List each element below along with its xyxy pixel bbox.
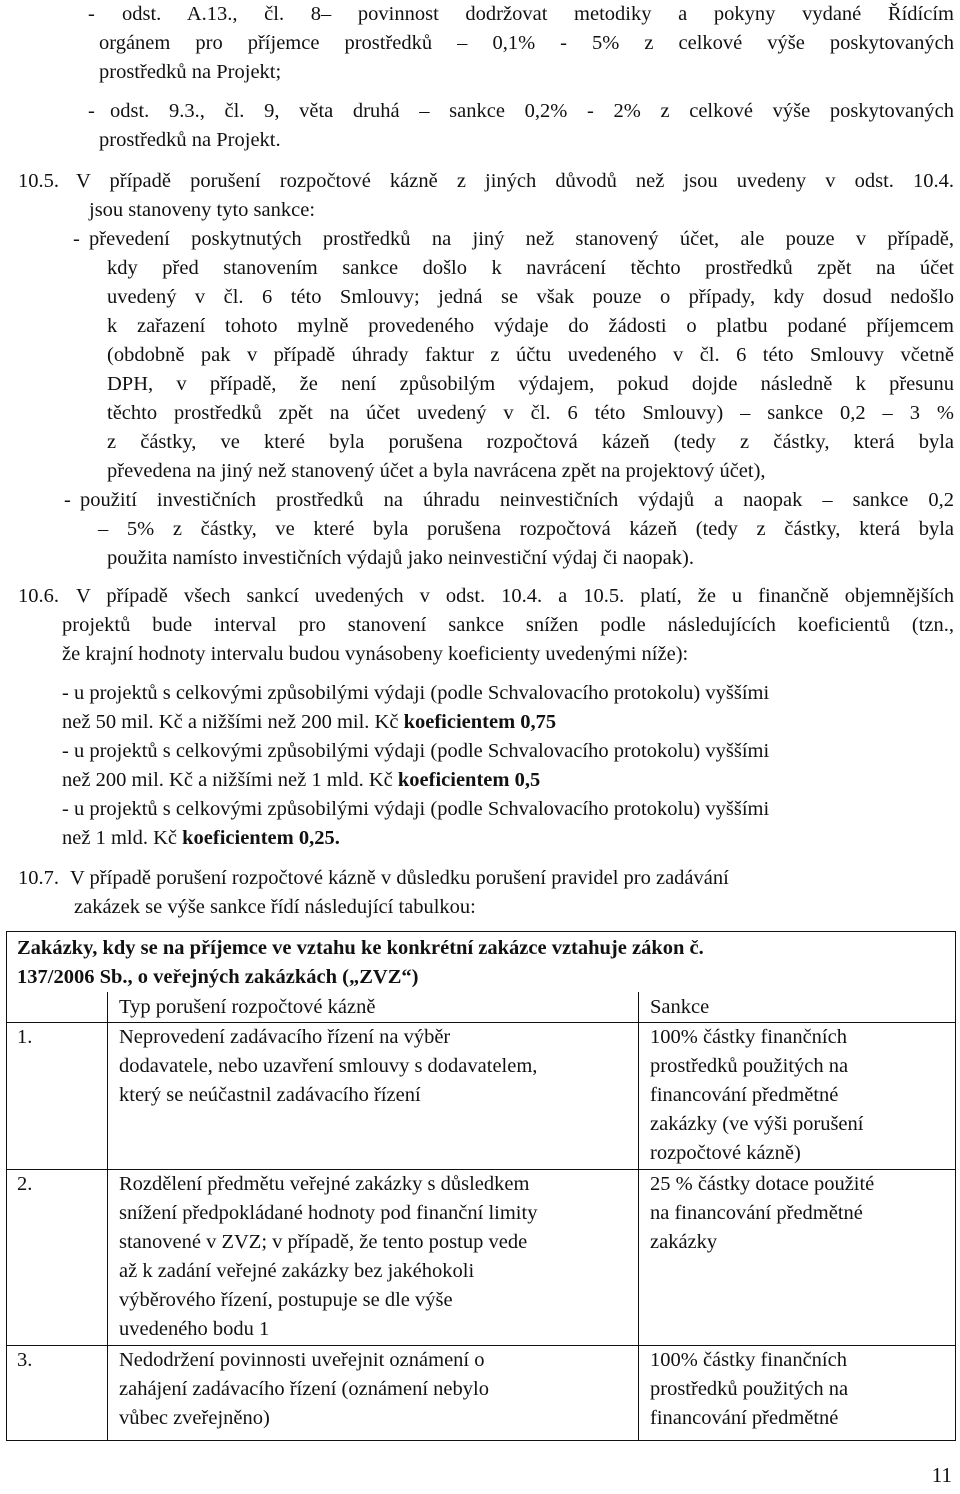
row-3-number: 3.	[17, 1349, 33, 1371]
table-heading	[7, 932, 955, 992]
paragraph-10-5-number: 10.5.	[18, 170, 59, 192]
row-2-desc-line-4: až k zadání veřejné zakázky bez jakéhokoli	[119, 1260, 475, 1282]
paragraph-10-6-number: 10.6.	[18, 585, 59, 607]
table-row	[7, 1345, 955, 1440]
sanction-item-2	[64, 486, 954, 573]
sanction-item-1-line-7: těchto prostředků zpět na účet uvedený v čl. 6 této Smlouvy) – sankce 0,2 – 3 %	[107, 402, 954, 424]
intro-item-2-dash: -	[88, 100, 95, 122]
paragraph-10-7-number: 10.7.	[18, 867, 59, 889]
row-2-sankce	[650, 1170, 950, 1257]
page-number: 11	[931, 1463, 952, 1487]
row-1-desc-line-3: který se neúčastnil zadávacího řízení	[119, 1084, 421, 1106]
coefficient-item-2-value: koeficientem 0,5	[397, 769, 541, 791]
paragraph-10-7-second-line: zakázek se výše sankce řídí následující tabulkou:	[74, 896, 476, 918]
intro-item-1-line-2: orgánem pro příjemce prostředků – 0,1% - 5% z celkové výše poskytovaných	[99, 32, 954, 54]
intro-item-1-line-1: odst. A.13., čl. 8– povinnost dodržovat metodiky a pokyny vydané Řídícím	[122, 3, 954, 25]
sanction-item-1-line-8: z částky, ve které byla porušena rozpočtová kázeň (tedy z částky, která byla	[107, 431, 954, 453]
row-1-number: 1.	[17, 1026, 33, 1048]
intro-item-2-line-2: prostředků na Projekt.	[99, 129, 281, 151]
row-1-sankce-line-1: 100% částky finančních	[650, 1026, 847, 1048]
sanction-item-1-line-1: převedení poskytnutých prostředků na jiný než stanovený účet, ale pouze v případě,	[89, 228, 954, 250]
row-2-sankce-line-1: 25 % částky dotace použité	[650, 1173, 875, 1195]
row-3-sankce-line-1: 100% částky finančních	[650, 1349, 847, 1371]
row-3-desc-line-1: Nedodržení povinnosti uveřejnit oznámení o	[119, 1349, 485, 1371]
intro-item-1-line-3: prostředků na Projekt;	[99, 61, 282, 83]
sanction-item-2-line-3: použita namísto investičních výdajů jako neinvestiční výdaj či naopak).	[107, 547, 694, 569]
sanction-item-1-dash: -	[73, 228, 80, 250]
sanction-item-1-line-9: převedena na jiný než stanovený účet a byla navrácena zpět na projektový účet),	[107, 460, 766, 482]
paragraph-10-5-first-line: V případě porušení rozpočtové kázně z jiných důvodů než jsou uvedeny v odst. 10.4.	[76, 170, 954, 192]
coefficient-item-1-value: koeficientem 0,75	[403, 711, 557, 733]
table-heading-line-2: 137/2006 Sb., o veřejných zakázkách („ZVZ“)	[17, 966, 419, 988]
sanction-item-1-line-6: DPH, v případě, že není způsobilým výdajem, pokud dojde následně k přesunu	[107, 373, 954, 395]
row-1-desc-line-1: Neprovedení zadávacího řízení na výběr	[119, 1026, 451, 1048]
coefficient-item-2-line-2	[62, 766, 954, 795]
table-heading-line-1: Zakázky, kdy se na příjemce ve vztahu ke konkrétní zakázce vztahuje zákon č.	[17, 937, 704, 959]
table-row	[7, 1022, 955, 1169]
sanction-item-2-dash: -	[64, 489, 71, 511]
sanction-item-1	[73, 225, 954, 486]
paragraph-10-6-line-2: projektů bude interval pro stanovení sankce snížen podle následujících koeficientů (tzn.,	[62, 614, 954, 636]
coefficient-list	[62, 679, 954, 853]
row-2-desc-line-5: výběrového řízení, postupuje se dle výše	[119, 1289, 453, 1311]
row-3-sankce-line-3: financování předmětné	[650, 1407, 839, 1429]
sanction-item-2-line-2: – 5% z částky, ve které byla porušena rozpočtová kázeň (tedy z částky, která byla	[98, 518, 954, 540]
sanction-table	[6, 931, 956, 1441]
row-3-description	[119, 1346, 639, 1433]
paragraph-10-6	[18, 582, 954, 669]
row-1-sankce-line-5: rozpočtové kázně)	[650, 1142, 801, 1164]
coefficient-item-1-line-2	[62, 708, 954, 737]
row-2-sankce-line-3: zakázky	[650, 1231, 718, 1253]
coefficient-item-3-value: koeficientem 0,25.	[182, 827, 340, 849]
paragraph-10-7-first-line: V případě porušení rozpočtové kázně v důsledku porušení pravidel pro zadávání	[70, 867, 729, 889]
coefficient-item-3-text: než 1 mld. Kč	[62, 827, 183, 849]
row-1-sankce-line-2: prostředků použitých na	[650, 1055, 849, 1077]
paragraph-10-5-second-line: jsou stanoveny tyto sankce:	[89, 199, 316, 221]
row-1-sankce-line-4: zakázky (ve výši porušení	[650, 1113, 864, 1135]
coefficient-item-3-line-2	[62, 824, 954, 853]
row-2-desc-line-2: snížení předpokládané hodnoty pod finanční limity	[119, 1202, 538, 1224]
row-2-description	[119, 1170, 639, 1344]
coefficient-item-2-line-1: - u projektů s celkovými způsobilými výdaji (podle Schvalovacího protokolu) vyššími	[62, 740, 770, 762]
row-2-number: 2.	[17, 1173, 33, 1195]
row-3-desc-line-3: vůbec zveřejněno)	[119, 1407, 270, 1429]
coefficient-item-3	[62, 795, 954, 853]
intro-item-1-dash: -	[88, 3, 95, 25]
intro-item-1	[88, 0, 954, 87]
paragraph-10-6-line-3: že krajní hodnoty intervalu budou vynásobeny koeficienty uvedenými níže):	[62, 643, 689, 665]
sanction-item-1-line-3: uvedený v čl. 6 této Smlouvy; jedná se však pouze o případy, kdy dosud nedošlo	[107, 286, 954, 308]
row-3-sankce	[650, 1346, 950, 1433]
paragraph-10-7	[18, 864, 954, 922]
table-row	[7, 1169, 955, 1345]
row-1-description	[119, 1023, 639, 1110]
sanction-item-1-line-4: k zařazení tohoto mylně provedeného výdaje do žádosti o platbu podané příjemcem	[107, 315, 954, 337]
row-2-desc-line-1: Rozdělení předmětu veřejné zakázky s důsledkem	[119, 1173, 530, 1195]
row-3-desc-line-2: zahájení zadávacího řízení (oznámení nebylo	[119, 1378, 489, 1400]
table-column-headers	[7, 992, 955, 1022]
row-3-sankce-line-2: prostředků použitých na	[650, 1378, 849, 1400]
coefficient-item-1	[62, 679, 954, 737]
sanction-item-1-line-5: (obdobně pak v případě úhrady faktur z účtu uvedeného v čl. 6 této Smlouvy včetně	[107, 344, 954, 366]
row-1-sankce	[650, 1023, 950, 1168]
column-header-type: Typ porušení rozpočtové kázně	[119, 996, 376, 1018]
coefficient-item-2-text: než 200 mil. Kč a nižšími než 1 mld. Kč	[62, 769, 398, 791]
intro-item-2-line-1: odst. 9.3., čl. 9, věta druhá – sankce 0,2% - 2% z celkové výše poskytovaných	[110, 100, 954, 122]
row-2-desc-line-6: uvedeného bodu 1	[119, 1318, 270, 1340]
row-2-desc-line-3: stanovené v ZVZ; v případě, že tento postup vede	[119, 1231, 528, 1253]
coefficient-item-3-line-1: - u projektů s celkovými způsobilými výdaji (podle Schvalovacího protokolu) vyššími	[62, 798, 770, 820]
paragraph-10-5	[18, 167, 954, 225]
coefficient-item-2	[62, 737, 954, 795]
row-1-desc-line-2: dodavatele, nebo uzavření smlouvy s dodavatelem,	[119, 1055, 538, 1077]
sanction-item-1-line-2: kdy před stanovením sankce došlo k navrácení těchto prostředků zpět na účet	[107, 257, 954, 279]
row-1-sankce-line-3: financování předmětné	[650, 1084, 839, 1106]
paragraph-10-6-first-line: V případě všech sankcí uvedených v odst. 10.4. a 10.5. platí, že u finančně objemnějších	[76, 585, 954, 607]
coefficient-item-1-line-1: - u projektů s celkovými způsobilými výdaji (podle Schvalovacího protokolu) vyššími	[62, 682, 770, 704]
intro-item-2	[88, 97, 954, 155]
sanction-item-2-line-1: použití investičních prostředků na úhradu neinvestičních výdajů a naopak – sankce 0,2	[80, 489, 954, 511]
row-2-sankce-line-2: na financování předmětné	[650, 1202, 863, 1224]
coefficient-item-1-text: než 50 mil. Kč a nižšími než 200 mil. Kč	[62, 711, 404, 733]
column-header-sankce: Sankce	[650, 996, 710, 1018]
